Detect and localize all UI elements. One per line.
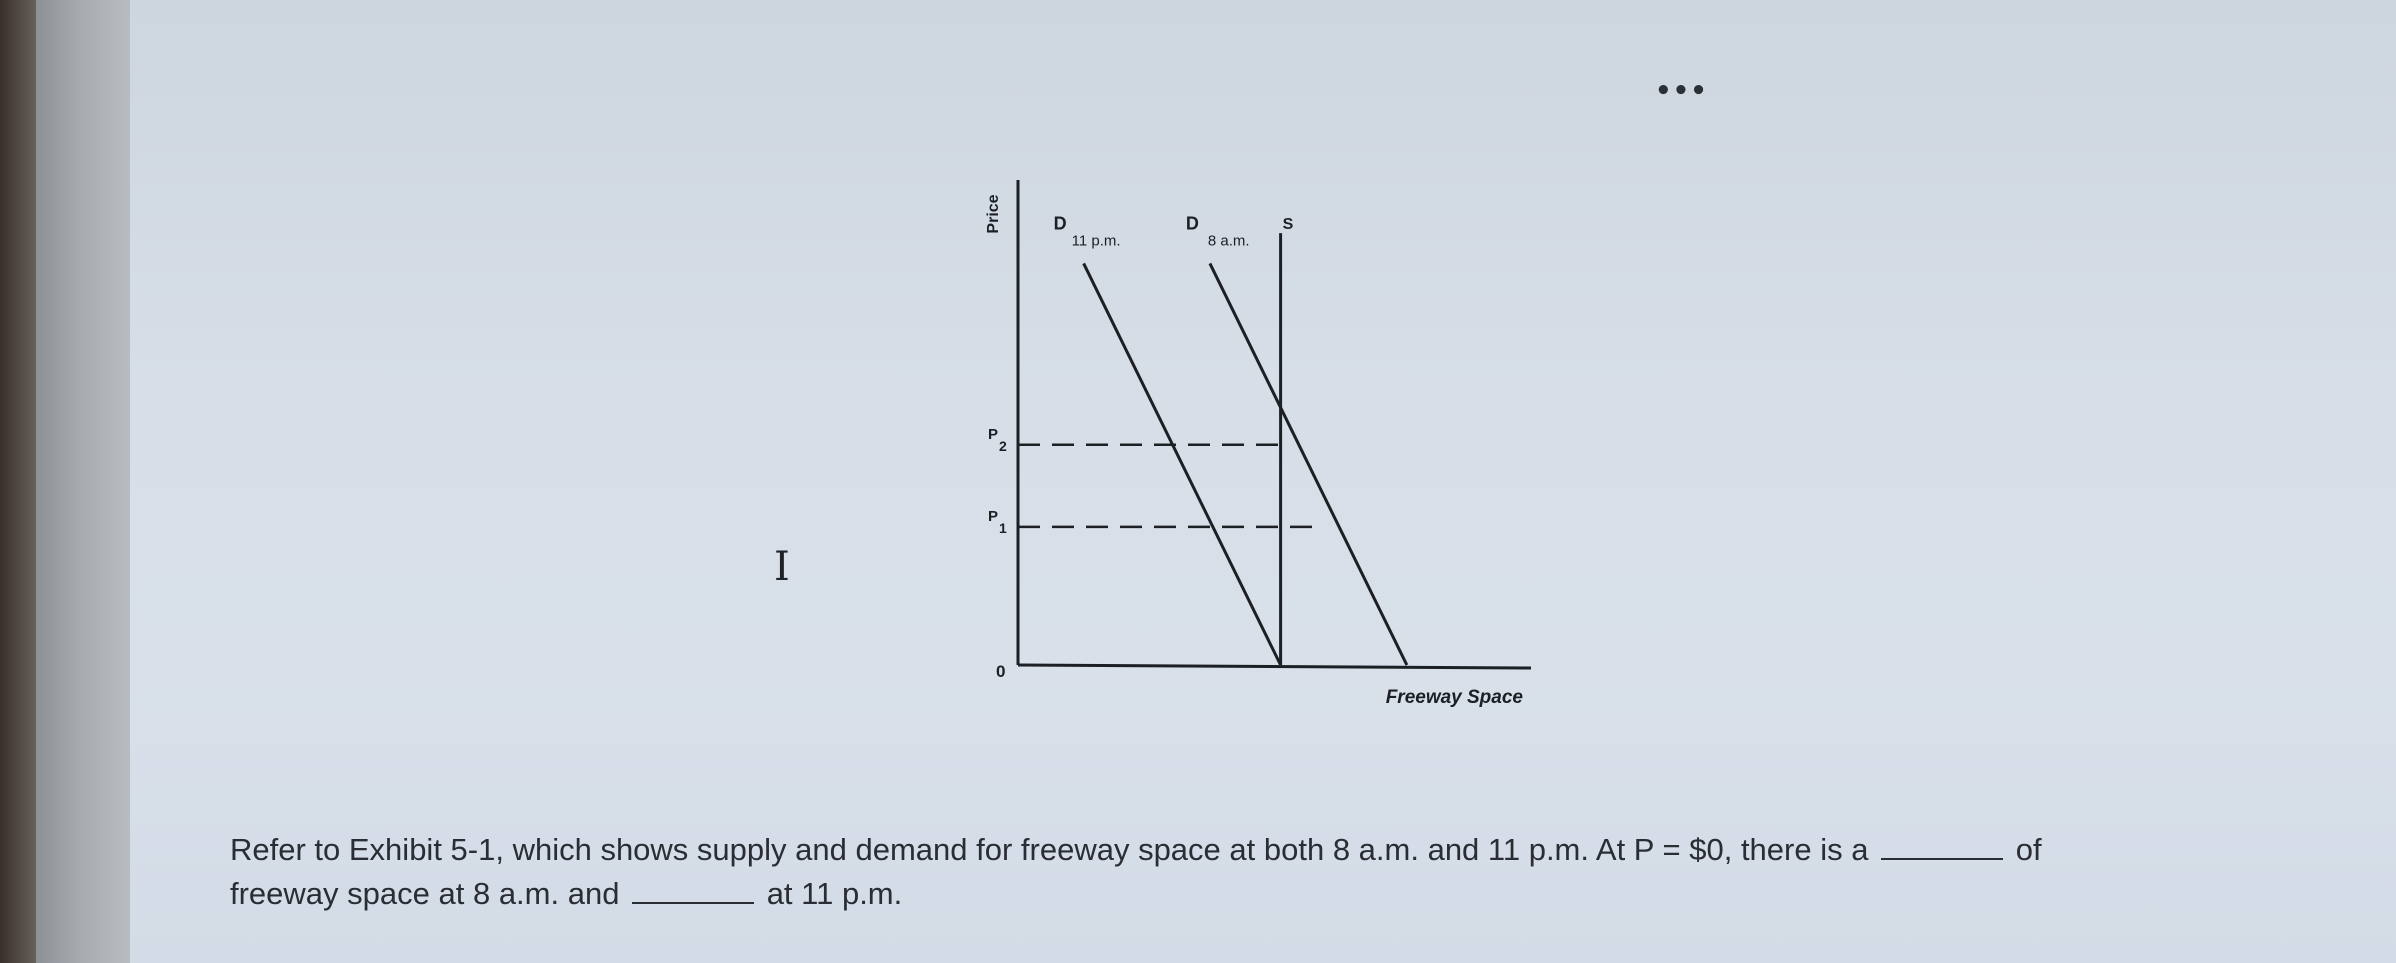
demand-8am-sublabel: 8 a.m. xyxy=(1207,232,1250,250)
question-line-1-end: of xyxy=(2015,832,2042,867)
text-cursor-icon: I xyxy=(774,544,790,590)
p2-subscript: 2 xyxy=(999,437,1007,454)
p1-subscript: 1 xyxy=(999,519,1007,536)
question-text xyxy=(230,828,2280,916)
p2-label: P xyxy=(988,425,999,443)
desk-edge xyxy=(0,0,40,963)
demand-11pm-sublabel: 11 p.m. xyxy=(1071,232,1121,250)
origin-label: 0 xyxy=(996,662,1006,681)
demand-11pm-label: D xyxy=(1053,213,1067,234)
answer-blank-2[interactable] xyxy=(632,878,754,904)
series-line-1 xyxy=(1210,263,1407,665)
question-line-1 xyxy=(230,828,2280,872)
question-line-2-end: at 11 p.m. xyxy=(766,876,903,911)
chart-root xyxy=(985,180,1531,708)
question-line-1-text: Refer to Exhibit 5-1, which shows supply and demand for freeway space at both 8 a.m. and 11 p.m. At P = $0, there is a xyxy=(230,832,1869,867)
x-axis xyxy=(1018,665,1531,668)
answer-blank-1[interactable] xyxy=(1881,834,2003,860)
x-axis-label: Freeway Space xyxy=(1385,687,1523,708)
question-line-2 xyxy=(230,872,2280,916)
y-axis-label: Price xyxy=(985,194,1002,234)
supply-label: S xyxy=(1282,216,1294,234)
monitor-frame xyxy=(36,0,132,963)
demand-8am-label: D xyxy=(1185,213,1199,234)
p1-label: P xyxy=(988,507,999,525)
exhibit-chart xyxy=(960,110,1580,730)
more-options-button[interactable]: ••• xyxy=(1655,76,1708,106)
series-line-0 xyxy=(1084,263,1281,665)
question-line-2-text: freeway space at 8 a.m. and xyxy=(230,876,620,911)
